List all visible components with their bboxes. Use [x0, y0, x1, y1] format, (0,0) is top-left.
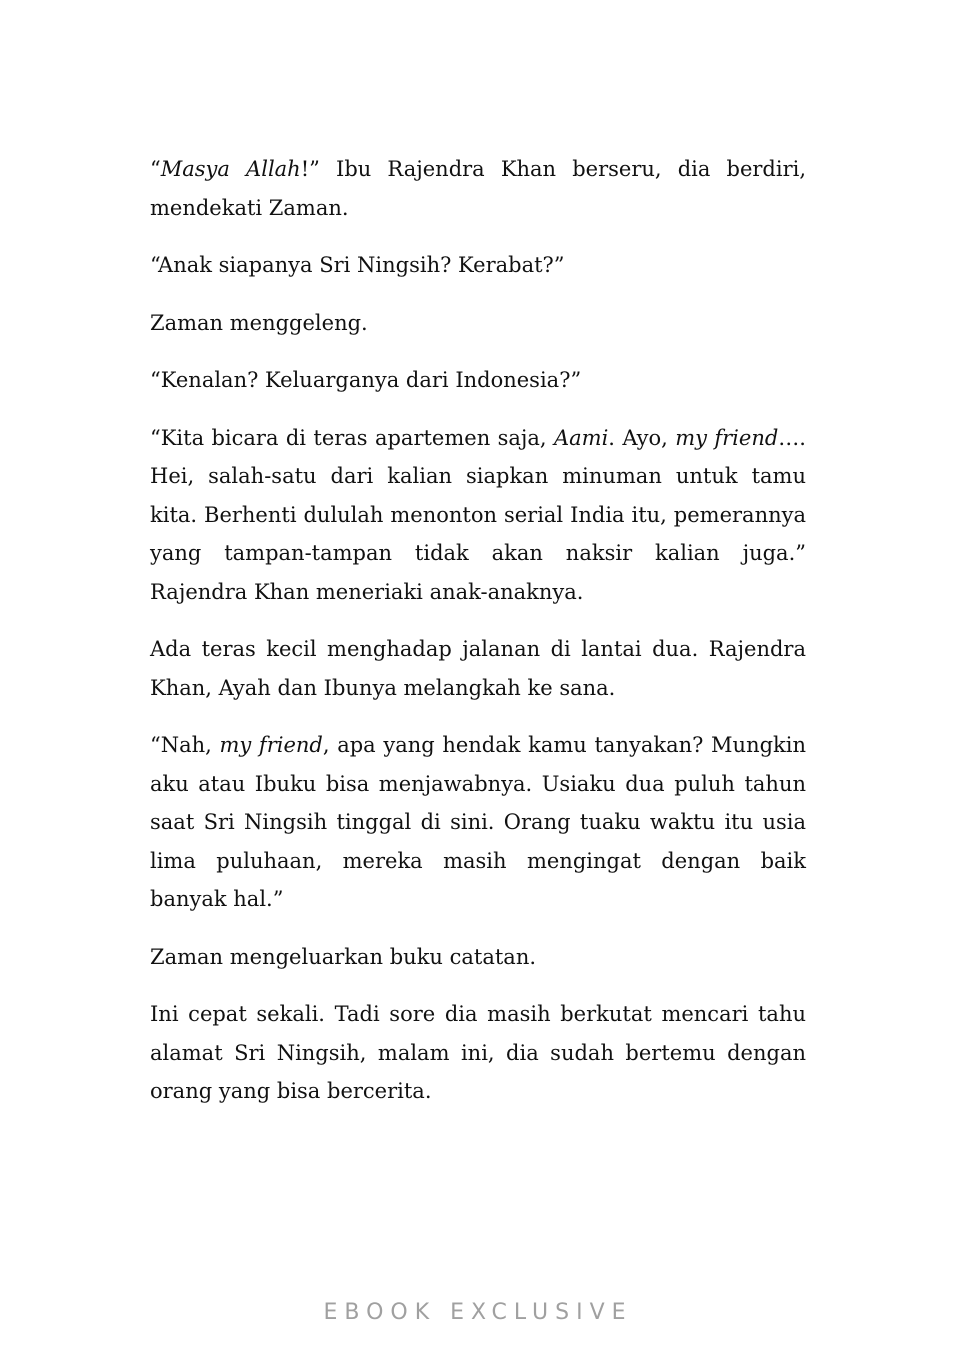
text-run: . Ayo, [608, 425, 676, 450]
paragraph [150, 419, 806, 612]
paragraph [150, 726, 806, 919]
text-run: “Nah, [150, 733, 220, 757]
text-run: “Kenalan? Keluarganya dari Indonesia?” [150, 368, 582, 392]
text-run: , apa yang hendak kamu tanyakan? Mungkin aku atau Ibuku bisa menjawabnya. Usiaku dua puluh tahun saat Sri Ningsih tinggal di sini. Orang tuaku waktu itu usia lima puluhaan, mereka masih mengingat dengan baik banyak hal.” [150, 733, 806, 911]
text-run: “Kita bicara di teras apartemen saja, [150, 425, 554, 450]
text-run: Zaman menggeleng. [150, 310, 368, 335]
italic-text-run: my friend [675, 425, 779, 450]
paragraph [150, 304, 806, 343]
paragraph [150, 630, 806, 707]
text-run: Zaman mengeluarkan buku catatan. [150, 944, 537, 969]
paragraph [150, 995, 806, 1111]
paragraph [150, 150, 806, 227]
paragraph [150, 246, 806, 285]
ebook-exclusive-footer: EBOOK EXCLUSIVE [323, 1300, 633, 1325]
paragraph [150, 938, 806, 977]
paragraph [150, 361, 806, 400]
text-run: …. Hei, salah-satu dari kalian siapkan minuman untuk tamu kita. Berhenti dululah menonton serial India itu, pemerannya yang tampan-tampan tidak akan naksir kalian juga.” Rajendra Khan meneriaki anak-anaknya. [150, 425, 806, 604]
italic-text-run: Aami [553, 425, 609, 450]
italic-text-run: my friend [219, 733, 323, 757]
text-run: “ [150, 157, 161, 181]
page-body [150, 150, 806, 1130]
text-run: !” Ibu Rajendra Khan berseru, dia berdiri, mendekati Zaman. [150, 157, 806, 220]
text-run: “Anak siapanya Sri Ningsih? Kerabat?” [150, 253, 565, 277]
text-run: Ada teras kecil menghadap jalanan di lantai dua. Rajendra Khan, Ayah dan Ibunya melangkah ke sana. [150, 637, 806, 700]
italic-text-run: Masya Allah [160, 157, 301, 181]
text-run: Ini cepat sekali. Tadi sore dia masih berkutat mencari tahu alamat Sri Ningsih, malam ini, dia sudah bertemu dengan orang yang bisa bercerita. [150, 1002, 806, 1103]
